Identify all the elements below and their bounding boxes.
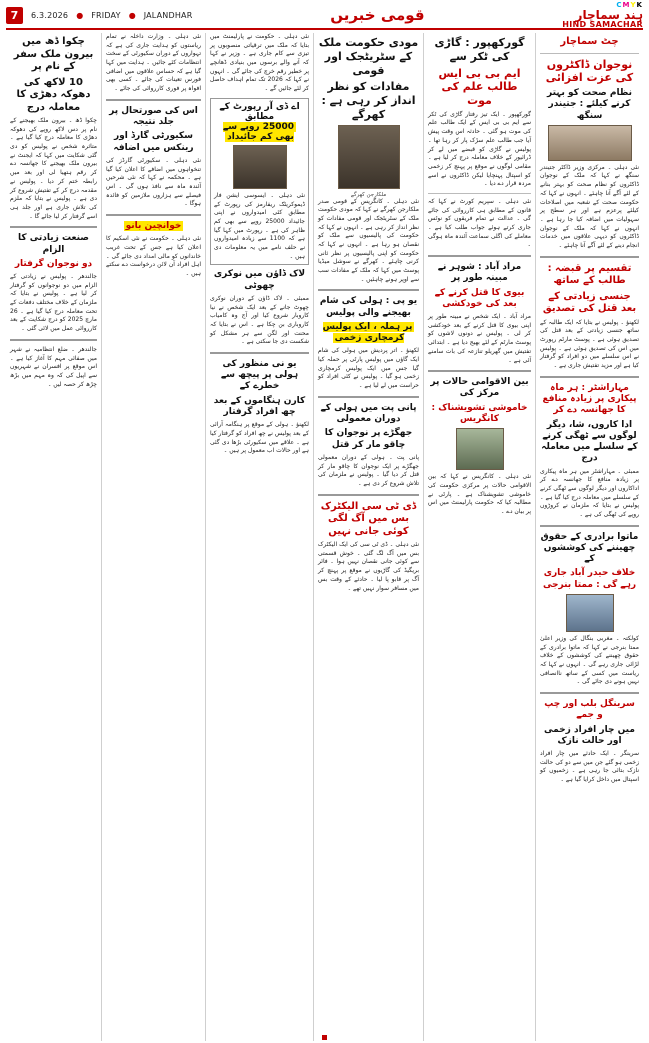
col4-a2-body: نئی دہلی ۔ ایسوسی ایشن فار ڈیموکریٹک ریفارمز کی رپورٹ کے مطابق کئی امیدواروں نے اپنی جائیداد 25000 روپے سے بھی کم ظاہر کی ہے ۔ رپورٹ میں کہا گیا ہے کہ 1100 سے زیادہ امیدواروں نے حلف نامے میں یہ معلومات دی ہیں ۔ bbox=[214, 191, 305, 260]
col2-a1-headline2: ایم بی بی ایس طالب علم کی موت bbox=[438, 66, 521, 107]
col2-a3-headline2: بیوی کا قتل کرنے کے بعد کی خودکشی bbox=[434, 287, 525, 309]
col2-a3-headline: مراد آباد : شوہر نے مبینہ طور پر bbox=[437, 262, 522, 284]
column-2 bbox=[423, 33, 535, 1041]
col4-a2-highlight: 25000 روپے سے بھی کم جائیداد bbox=[222, 121, 295, 142]
col4-ad-box bbox=[210, 98, 309, 266]
col5-a3-headline: خوانچین بانو bbox=[125, 220, 182, 231]
col1-a2-headline: تقسیم پر قبضہ : طالب کے ساتھ bbox=[547, 262, 632, 287]
col6-a2-headline: صنعت زیادتی کا الزام bbox=[18, 233, 89, 255]
col2-a2-body: نئی دہلی ۔ سپریم کورٹ نے کہا کہ قانون کے مطابق ہی کارروائی کی جائے گی ۔ عدالت نے تمام فریقوں کو نوٹس جاری کرتے ہوئے جواب طلب کیا ہے ۔ معاملے کی اگلی سماعت آئندہ ماہ ہوگی ۔ bbox=[428, 197, 531, 249]
section-title: قومی خبریں bbox=[330, 6, 425, 24]
col3-a1-caption: ملکارجن کھرگے bbox=[350, 191, 387, 198]
column-5 bbox=[101, 33, 205, 1041]
col3-a3-body: پانی پت ۔ ہولی کے دوران معمولی جھگڑے پر ایک نوجوان کا چاقو مار کر قتل کر دیا گیا ۔ پولیس نے ملزمان کی تلاش شروع کر دی ہے ۔ bbox=[318, 453, 419, 487]
col6-a1-body: چکوا ڈھ ۔ بیرون ملک بھیجنے کے نام پر دس لاکھ روپے کی دھوکہ دھڑی کا معاملہ درج کیا گیا ہے ۔ متاثرہ شخص نے پولیس کو دی گئی شکایت میں کہا کہ ایجنٹ نے بیرون ملک بھیجنے کا جھانسہ دے کر رقم ہتھیا لی اور بعد میں رابطہ ختم کر دیا ۔ پولیس نے مقدمہ درج کر کے تفتیش شروع کر دی ہے ۔ پولیس نے بتایا کہ ملزم کی تلاش جاری ہے اور جلد ہی اسے گرفتار کر لیا جائے گا ۔ bbox=[10, 117, 97, 220]
col3-a1-body: نئی دہلی ۔ کانگریس کے قومی صدر ملکارجن کھرگے نے کہا کہ مودی حکومت ملک کے سٹریٹجک اور قومی مفادات کو نظر انداز کر رہی ہے ۔ انہوں نے کہا کہ حکومت کی پالیسیوں سے ملک کو نقصان ہو رہا ہے ۔ انہوں نے کہا کہ حکومت کو اپنی پالیسیوں پر نظر ثانی کرنی چاہئے ۔ کھرگے نے سوشل میڈیا پوسٹ میں کہا کہ ملک کے مفادات سب سے اوپر ہونے چاہئیں ۔ bbox=[318, 197, 419, 283]
col4-a4-headline: یو نی منظور کی ہولی پر پیچھ سے خطرے کے bbox=[220, 358, 299, 392]
col5-a2-body: نئی دہلی ۔ سکیورٹی گارڈز کی تنخواہوں میں اضافے کا اعلان کیا گیا ہے ۔ محکمہ نے کہا کہ نئی شرحیں آئندہ ماہ سے نافذ ہوں گی ۔ اس فیصلے سے ہزاروں ملازمین کو فائدہ ہوگا ۔ bbox=[106, 156, 201, 208]
col1-a2-headline2: جنسی زیادتی کے بعد قتل کی تصدیق bbox=[542, 290, 637, 315]
photo-candidate bbox=[233, 145, 287, 189]
col1-a2-body: لکھنؤ ۔ پولیس نے بتایا کہ ایک طالبہ کے ساتھ جنسی زیادتی کے بعد قتل کی تصدیق ہوئی ہے ۔ پوسٹ مارٹم رپورٹ میں اس کی تصدیق ہوئی ہے ۔ پولیس نے اس سلسلے میں دو افراد کو گرفتار کیا ہے اور مزید تفتیش جاری ہے ۔ bbox=[540, 318, 639, 370]
masthead bbox=[6, 0, 643, 30]
cmyk-color-bar: CMYK bbox=[616, 0, 643, 9]
col1-a5-headline2: میں چار افراد زخمی اور حالت نازک bbox=[544, 724, 635, 746]
col4-a3-body: ممبئی ۔ لاک ڈاؤن کے دوران نوکری چھوٹ جانے کے بعد ایک شخص نے نیا کاروبار شروع کیا اور آج وہ کامیاب کاروباری بن چکا ہے ۔ اس نے بتایا کہ محنت اور لگن سے ہر مشکل کو شکست دی جا سکتی ہے ۔ bbox=[210, 294, 309, 346]
photo-doctors bbox=[548, 125, 632, 161]
col1-a4-headline: ماتوا برادری کے حقوق چھیننے کی کوششوں کے bbox=[540, 531, 639, 565]
col2-a4-headline: بین الاقوامی حالات پر مرکز کی bbox=[430, 377, 529, 399]
col6-a2-highlight: دو نوجوان گرفتار bbox=[14, 258, 93, 269]
col5-a3-body: نئی دہلی ۔ حکومت نے نئی اسکیم کا اعلان کیا ہے جس کے تحت غریب خاندانوں کو مالی امداد دی جائے گی ۔ اہل افراد آن لائن درخواست دے سکتے ہیں ۔ bbox=[106, 235, 201, 277]
publication-date: 6.3.2026 bbox=[31, 10, 69, 20]
col3-a1-headline2: مفادات کو نظر انداز کر رہی ہے : کھرگے bbox=[321, 80, 416, 121]
page-number: 7 bbox=[6, 7, 23, 24]
col4-a1-body: نئی دہلی ۔ حکومت نے پارلیمنٹ میں بتایا کہ ملک میں ترقیاتی منصوبوں پر تیزی سے کام جاری ہے ۔ وزیر نے کہا کہ آنے والے برسوں میں بنیادی ڈھانچے پر خطیر رقم خرچ کی جائے گی ۔ انہوں نے کہا کہ 2026 تک تمام اہداف حاصل کر لئے جائیں گے ۔ bbox=[210, 33, 309, 93]
col3-a4-body: نئی دہلی ۔ ڈی ٹی سی کی ایک الیکٹرک بس میں آگ لگ گئی ۔ خوش قسمتی سے کوئی جانی نقصان نہیں ہوا ۔ فائر بریگیڈ کی گاڑیوں نے موقع پر پہنچ کر آگ پر قابو پا لیا ۔ حادثے کے وقت بس میں مسافر سوار نہیں تھے ۔ bbox=[318, 541, 419, 592]
masthead-left bbox=[6, 7, 192, 24]
col1-a3-headline: مہاراشٹر : ہر ماہ پیکاری پر زیادہ منافع کا جھانسہ دے کر bbox=[542, 382, 637, 416]
col1-a3-subhead: ادا کاروں، شا، دیگر لوگوں سے ٹھگی کرنے کے سلسلے میں معاملہ درج bbox=[541, 419, 638, 464]
col2-a3-body: مراد آباد ۔ ایک شخص نے مبینہ طور پر اپنی بیوی کا قتل کرنے کے بعد خودکشی کر لی ۔ پولیس نے دونوں لاشوں کو پوسٹ مارٹم کے لئے بھیج دیا ہے ۔ ابتدائی تفتیش میں گھریلو تنازعہ کی بات سامنے آئی ہے ۔ bbox=[428, 313, 531, 364]
col6-a1-headline: چکوا ڈھ میں بیرون ملک سفر کے نام پر bbox=[13, 36, 94, 72]
col2-a4-body: نئی دہلی ۔ کانگریس نے کہا کہ بین الاقوامی حالات پر مرکزی حکومت کی خاموشی تشویشناک ہے ۔ پارٹی نے مطالبہ کیا کہ حکومت پارلیمنٹ میں اس پر بیان دے ۔ bbox=[428, 473, 531, 515]
col3-a4-headline: ڈی ٹی سی الیکٹرک بس میں آگ لگی کوئی جانی نہیں bbox=[320, 500, 417, 537]
col1-a1-headline: نوجوان ڈاکٹروں کی عزت افزائی bbox=[545, 57, 634, 85]
col2-a1-headline: گورکھپور : گاڑی کی ٹکر سے bbox=[434, 36, 525, 63]
photo-kharge bbox=[338, 125, 400, 189]
masthead-right bbox=[562, 2, 643, 29]
col4-a3-headline: لاک ڈاؤن میں نوکری چھوٹی bbox=[213, 269, 306, 291]
col3-a1-headline: مودی حکومت ملک کے سٹریٹجک اور قومی bbox=[318, 36, 419, 77]
publication-city: JALANDHAR bbox=[143, 10, 193, 20]
col3-a3-headline: پانی پت میں ہولی کے دوران معمولی bbox=[320, 402, 417, 425]
col6-a3-body: جالندھر ۔ ضلع انتظامیہ نے شہر میں صفائی مہم کا آغاز کیا ہے ۔ اس موقع پر افسران نے شہریوں سے اپیل کی کہ وہ مہم میں بڑھ چڑھ کر حصہ لیں ۔ bbox=[10, 345, 97, 388]
col3-a2-headline2 bbox=[318, 322, 419, 345]
photo-mamata-banerjee bbox=[566, 594, 614, 632]
col1-a5-headline: سرینگل بلب اور چپ و جمے bbox=[544, 699, 635, 721]
article-grid bbox=[6, 33, 643, 1041]
column-1 bbox=[535, 33, 643, 1041]
col6-a2-body: جالندھر ۔ پولیس نے زیادتی کے الزام میں دو نوجوانوں کو گرفتار کر لیا ہے ۔ پولیس نے بتایا کہ ملزمان کے خلاف مختلف دفعات کے تحت معاملہ درج کیا گیا ہے ۔ 26 مارچ 2025 کو درج شکایت کے بعد کارروائی عمل میں لائی گئی ۔ bbox=[10, 273, 97, 333]
bullet-icon: ● bbox=[128, 10, 136, 20]
col2-a4-headline2: خاموشی تشویشناک : کانگریس bbox=[431, 402, 528, 424]
column-4 bbox=[205, 33, 313, 1041]
publication-day: FRIDAY bbox=[91, 10, 121, 20]
col4-a2-headline: اے ڈی آر رپورٹ کے مطابق bbox=[219, 101, 300, 122]
paper-name-english: HIND SAMACHAR bbox=[562, 19, 643, 29]
paper-name-urdu: ہند سماچار bbox=[575, 7, 643, 22]
col4-a4-headline2: کارن ہنگاموں کے بعد چھ افراد گرفتار bbox=[213, 395, 306, 417]
col3-a2-body: لکھنؤ ۔ اتر پردیش میں ہولی کی شام ایک گاؤں میں پولیس پارٹی پر حملہ کیا گیا جس میں ایک پولیس کرمچاری زخمی ہو گیا ۔ پولیس نے کئی افراد کو حراست میں لے لیا ہے ۔ bbox=[318, 347, 419, 390]
col1-a1-subhead: نظام صحت کو بہتر کرنے کیلئے : جتیندر سنگھ bbox=[546, 88, 633, 121]
column-6 bbox=[6, 33, 101, 1041]
col5-a1-body: نئی دہلی ۔ وزارت داخلہ نے تمام ریاستوں کو ہدایت جاری کی ہے کہ تہواروں کے دوران سکیورٹی کے سخت انتظامات کئے جائیں ۔ ہدایت میں کہا گیا ہے کہ حساس علاقوں میں اضافی فورس تعینات کی جائے ۔ کسی بھی افواہ پر فوری کارروائی کی جائے ۔ bbox=[106, 33, 201, 93]
col5-a2-headline: اس کی صورتحال پر جلد نتیجہ bbox=[109, 105, 198, 128]
photo-leader-green bbox=[456, 428, 504, 470]
col3-a3-headline2: جھگڑے پر نوجوان کا چاقو مار کر قتل bbox=[324, 428, 413, 450]
col1-a4-body: کولکتہ ۔ مغربی بنگال کی وزیر اعلیٰ ممتا بنرجی نے کہا کہ ماتوا برادری کے حقوق چھیننے کی کوششوں کے خلاف لڑائی جاری رہے گی ۔ انہوں نے کہا کہ ریاست میں کسی کے ساتھ ناانصافی نہیں ہونے دی جائے گی ۔ bbox=[540, 634, 639, 686]
column-3 bbox=[313, 33, 423, 1041]
col1-lead-headline: چٹ سماچار bbox=[560, 36, 619, 47]
col1-a3-body: ممبئی ۔ مہاراشٹر میں ہر ماہ پیکاری پر زیادہ منافع کا جھانسہ دے کر اداکاروں اور دیگر لوگوں سے ٹھگی کرنے کے سلسلے میں معاملہ درج کیا گیا ہے ۔ پولیس نے بتایا کہ ملزمان نے کروڑوں روپے کی ٹھگی کی ہے ۔ bbox=[540, 467, 639, 518]
col3-a2-headline2-text: پر ہملہ ، ایک پولیس کرمچاری زخمی bbox=[322, 321, 413, 344]
page-footer bbox=[0, 1035, 649, 1042]
col1-a5-body: سرینگر ۔ ایک حادثے میں چار افراد زخمی ہو گئے جن میں سے دو کی حالت نازک بتائی جا رہی ہے ۔ زخمیوں کو اسپتال میں داخل کرایا گیا ہے ۔ bbox=[540, 750, 639, 784]
col2-a1-body: گورکھپور ۔ ایک تیز رفتار گاڑی کی ٹکر سے ایم بی بی ایس کے ایک طالب علم کی موت ہو گئی ۔ حادثہ اس وقت پیش آیا جب طالب علم سڑک پار کر رہا تھا ۔ پولیس نے گاڑی کو قبضے میں لے کر ڈرائیور کے خلاف معاملہ درج کر لیا ہے ۔ مقامی لوگوں نے موقع پر پہنچ کر زخمی کو اسپتال پہنچایا لیکن ڈاکٹروں نے اسے مردہ قرار دے دیا ۔ bbox=[428, 110, 531, 188]
col3-a2-headline: یو پی : ہولی کی شام بھیجنے والی پولیس bbox=[319, 296, 418, 318]
col4-a4-body: لکھنؤ ۔ ہولی کے موقع پر ہنگامہ آرائی کے بعد پولیس نے چھ افراد کو گرفتار کیا ہے ۔ علاقے میں سکیورٹی بڑھا دی گئی ہے اور حالات اب معمول پر ہیں ۔ bbox=[210, 421, 309, 455]
footer-mark-icon bbox=[322, 1035, 327, 1040]
col5-a2-headline2: سکیورٹی گارڈ اور رینکس میں اضافہ bbox=[113, 131, 194, 153]
col1-a1-body: نئی دہلی ۔ مرکزی وزیر ڈاکٹر جتیندر سنگھ نے کہا کہ ملک کے نوجوان ڈاکٹروں کو نظام صحت کو بہتر بنانے کے لئے آگے آنا چاہئے ۔ انہوں نے کہا کہ حکومت صحت کے شعبہ میں اصلاحات کیلئے پرعزم ہے اور ہر سطح پر سہولیات میں اضافہ کیا جا رہا ہے ۔ انہوں نے کہا کہ ملک کے نوجوان ڈاکٹروں کو دیہی علاقوں میں خدمات انجام دینے کے لئے آگے آنا چاہئے ۔ bbox=[540, 163, 639, 249]
col1-a4-headline2: خلاف حیدر آباد جاری رہے گی : ممتا بنرجی bbox=[542, 568, 637, 590]
col6-a1-highlight: 10 لاکھ کی دھوکہ دھڑی کا معاملہ درج bbox=[16, 76, 91, 113]
bullet-icon: ● bbox=[76, 10, 84, 20]
